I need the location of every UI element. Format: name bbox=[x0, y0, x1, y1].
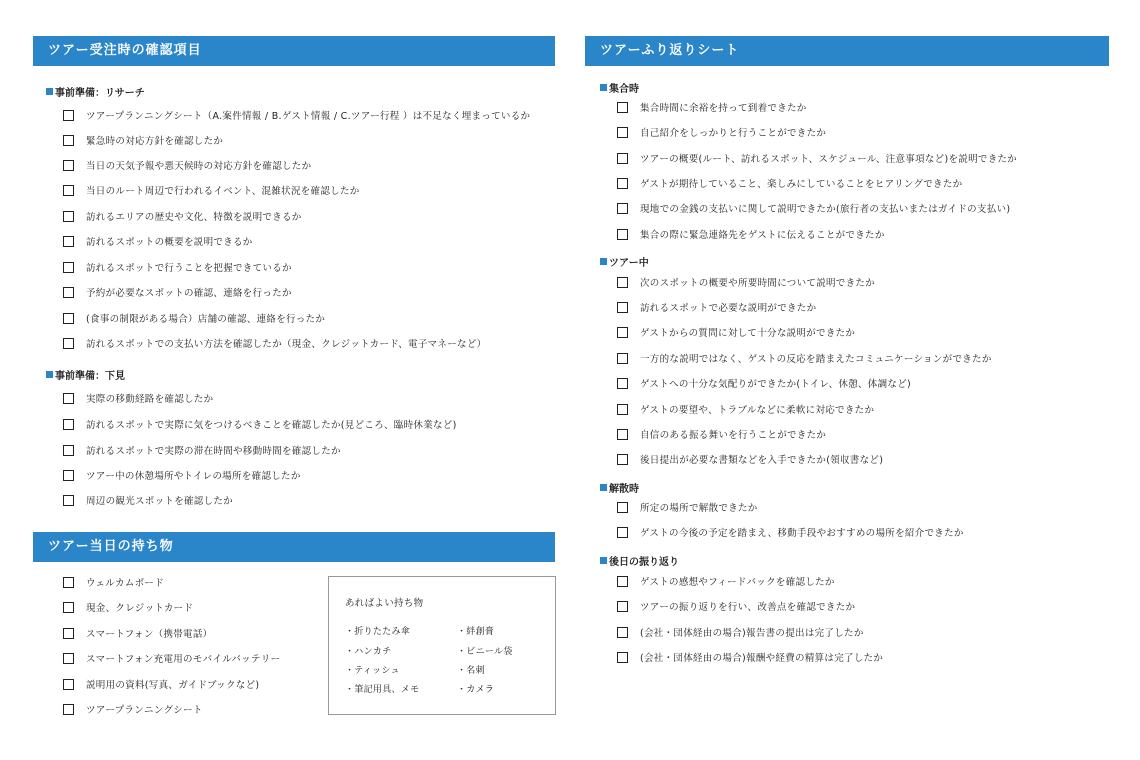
checkbox[interactable] bbox=[63, 495, 74, 506]
checkbox[interactable] bbox=[63, 110, 74, 121]
checklist-item[interactable] bbox=[617, 402, 874, 416]
section-title-followup bbox=[600, 554, 679, 566]
checklist-item-label: 説明用の資料(写真、ガイドブックなど) bbox=[86, 680, 260, 691]
section-title-label: ツアー中 bbox=[609, 257, 649, 269]
checklist-item[interactable] bbox=[63, 260, 292, 274]
checklist-item[interactable] bbox=[63, 336, 486, 350]
checkbox[interactable] bbox=[617, 378, 628, 389]
checklist-item-label: ツアープランニングシート（A.案件情報 / B.ゲスト情報 / C.ツアー行程 ）は不足なく埋まっているか bbox=[86, 111, 531, 122]
checklist-item-label: ウェルカムボード bbox=[86, 578, 165, 589]
section-marker-icon bbox=[46, 371, 53, 378]
section-title-label: 集合時 bbox=[609, 83, 639, 95]
checklist-item[interactable] bbox=[617, 100, 807, 114]
checklist-item[interactable] bbox=[617, 275, 875, 289]
checklist-item[interactable] bbox=[617, 151, 1017, 165]
checklist-item[interactable] bbox=[617, 574, 835, 588]
checklist-item[interactable] bbox=[63, 234, 253, 248]
checkbox[interactable] bbox=[617, 353, 628, 364]
checklist-item[interactable] bbox=[617, 300, 816, 314]
checkbox[interactable] bbox=[617, 454, 628, 465]
checkbox[interactable] bbox=[617, 429, 628, 440]
checkbox[interactable] bbox=[617, 601, 628, 612]
checklist-item[interactable] bbox=[617, 227, 885, 241]
checkbox[interactable] bbox=[617, 178, 628, 189]
checklist-item[interactable] bbox=[617, 376, 911, 390]
optional-item: ・ティッシュ bbox=[345, 666, 400, 676]
checkbox[interactable] bbox=[63, 160, 74, 171]
checkbox[interactable] bbox=[617, 302, 628, 313]
checklist-item-label: 現金、クレジットカード bbox=[86, 603, 194, 614]
right-panel-header: ツアーふり返りシート bbox=[585, 36, 1109, 66]
checkbox[interactable] bbox=[63, 419, 74, 430]
checklist-item-label: 訪れるスポットで必要な説明ができたか bbox=[640, 303, 817, 314]
checklist-item-label: 当日のルート周辺で行われるイベント、混雑状況を確認したか bbox=[86, 186, 360, 197]
checkbox[interactable] bbox=[617, 127, 628, 138]
checkbox[interactable] bbox=[63, 470, 74, 481]
checkbox[interactable] bbox=[617, 102, 628, 113]
optional-item: ・名刺 bbox=[457, 666, 485, 676]
belongings-item[interactable] bbox=[63, 702, 203, 716]
checkbox[interactable] bbox=[63, 313, 74, 324]
checkbox[interactable] bbox=[63, 262, 74, 273]
checkbox[interactable] bbox=[63, 602, 74, 613]
checklist-item[interactable] bbox=[617, 500, 758, 514]
section-title-gathering bbox=[600, 81, 639, 93]
checklist-item-label: 訪れるスポットで実際に気をつけるべきことを確認したか(見どころ、臨時休業など) bbox=[86, 420, 457, 431]
checklist-item-label: 自信のある振る舞いを行うことができたか bbox=[640, 430, 827, 441]
checkbox[interactable] bbox=[617, 502, 628, 513]
checklist-item-label: 当日の天気予報や悪天候時の対応方針を確認したか bbox=[86, 161, 312, 172]
checklist-item-label: ゲストからの質問に対して十分な説明ができたか bbox=[640, 328, 856, 339]
checklist-item-label: 自己紹介をしっかりと行うことができたか bbox=[640, 128, 827, 139]
checklist-item[interactable] bbox=[63, 493, 233, 507]
checkbox[interactable] bbox=[63, 185, 74, 196]
checklist-item-label: 一方的な説明ではなく、ゲストの反応を踏まえたコミュニケーションができたか bbox=[640, 354, 992, 365]
checklist-item[interactable] bbox=[617, 325, 855, 339]
checkbox[interactable] bbox=[63, 445, 74, 456]
checkbox[interactable] bbox=[63, 135, 74, 146]
checklist-item-label: ツアープランニングシート bbox=[86, 705, 203, 716]
checklist-item-label: ツアー中の休憩場所やトイレの場所を確認したか bbox=[86, 471, 301, 482]
checkbox[interactable] bbox=[617, 576, 628, 587]
checklist-item[interactable] bbox=[63, 108, 530, 122]
checklist-item-label: 所定の場所で解散できたか bbox=[640, 503, 758, 514]
checklist-item[interactable] bbox=[63, 391, 213, 405]
checklist-item[interactable] bbox=[63, 443, 341, 457]
checklist-item-label: (食事の制限がある場合）店舗の確認、連絡を行ったか bbox=[86, 314, 326, 325]
checkbox[interactable] bbox=[617, 627, 628, 638]
checklist-item[interactable] bbox=[617, 201, 1010, 215]
checklist-item-label: 現地での金銭の支払いに関して説明できたか(旅行者の支払いまたはガイドの支払い) bbox=[640, 204, 1011, 215]
checklist-item[interactable] bbox=[63, 133, 223, 147]
optional-item: ・折りたたみ傘 bbox=[345, 627, 411, 637]
optional-items-title: あればよい持ち物 bbox=[345, 598, 424, 609]
checklist-item-label: ゲストの感想やフィードバックを確認したか bbox=[640, 577, 835, 588]
checklist-item-label: ゲストの今後の予定を踏まえ、移動手段やおすすめの場所を紹介できたか bbox=[640, 528, 964, 539]
checklist-item-label: 訪れるスポットで実際の滞在時間や移動時間を確認したか bbox=[86, 446, 341, 457]
checkbox[interactable] bbox=[617, 203, 628, 214]
checklist-item[interactable] bbox=[617, 525, 964, 539]
checklist-item-label: ゲストへの十分な気配りができたか(トイレ、休憩、体調など) bbox=[640, 379, 911, 390]
checklist-item-label: ゲストが期待していること、楽しみにしていることをヒアリングできたか bbox=[640, 179, 963, 190]
belongings-item[interactable] bbox=[63, 677, 259, 691]
checkbox[interactable] bbox=[63, 287, 74, 298]
checklist-item-label: ツアーの振り返りを行い、改善点を確認できたか bbox=[640, 602, 856, 613]
belongings-item[interactable] bbox=[63, 626, 212, 640]
section-title-label: 事前準備：リサーチ bbox=[55, 87, 145, 99]
optional-items-box bbox=[328, 576, 556, 715]
checkbox[interactable] bbox=[63, 236, 74, 247]
checklist-item-label: 訪れるエリアの歴史や文化、特徴を説明できるか bbox=[86, 212, 302, 223]
optional-item: ・ハンカチ bbox=[345, 647, 392, 657]
checklist-item[interactable] bbox=[63, 311, 325, 325]
left-panel-header: ツアー受注時の確認項目 bbox=[33, 36, 555, 66]
section-title-dismissal bbox=[600, 481, 639, 493]
checklist-item[interactable] bbox=[617, 452, 883, 466]
checkbox[interactable] bbox=[63, 628, 74, 639]
checklist-item-label: (会社・団体経由の場合)報酬や経費の精算は完了したか bbox=[640, 653, 884, 664]
checklist-item[interactable] bbox=[617, 599, 855, 613]
section-title-preview bbox=[46, 368, 125, 380]
checkbox[interactable] bbox=[63, 338, 74, 349]
section-title-research bbox=[46, 85, 145, 97]
checklist-item[interactable] bbox=[63, 417, 457, 431]
checkbox[interactable] bbox=[63, 704, 74, 715]
checklist-item-label: 訪れるスポットの概要を説明できるか bbox=[86, 237, 253, 248]
optional-item: ・ビニール袋 bbox=[457, 647, 513, 657]
checklist-item-label: ゲストの要望や、トラブルなどに柔軟に対応できたか bbox=[640, 405, 875, 416]
checklist-item-label: 訪れるスポットでの支払い方法を確認したか（現金、クレジットカード、電子マネーなど） bbox=[86, 339, 487, 350]
section-title-label: 解散時 bbox=[609, 483, 639, 495]
checklist-item-label: 集合の際に緊急連絡先をゲストに伝えることができたか bbox=[640, 230, 885, 241]
checkbox[interactable] bbox=[63, 393, 74, 404]
checkbox[interactable] bbox=[617, 327, 628, 338]
optional-item: ・カメラ bbox=[457, 685, 495, 695]
section-title-label: 事前準備：下見 bbox=[55, 370, 125, 382]
checklist-item-label: スマートフォン充電用のモバイルバッテリー bbox=[86, 654, 281, 665]
checklist-item-label: (会社・団体経由の場合)報告書の提出は完了したか bbox=[640, 628, 864, 639]
checklist-item-label: 後日提出が必要な書類などを入手できたか(領収書など) bbox=[640, 455, 884, 466]
checklist-item[interactable] bbox=[63, 183, 360, 197]
checklist-item[interactable] bbox=[617, 625, 864, 639]
optional-item: ・絆創膏 bbox=[457, 627, 495, 637]
checklist-item[interactable] bbox=[617, 650, 883, 664]
section-marker-icon bbox=[600, 484, 607, 491]
checkbox[interactable] bbox=[617, 229, 628, 240]
checklist-item-label: 実際の移動経路を確認したか bbox=[86, 394, 214, 405]
section-marker-icon bbox=[600, 258, 607, 265]
checkbox[interactable] bbox=[63, 679, 74, 690]
checklist-item[interactable] bbox=[617, 427, 826, 441]
checklist-item[interactable] bbox=[617, 125, 826, 139]
optional-item: ・筆記用具、メモ bbox=[345, 685, 420, 695]
checkbox[interactable] bbox=[617, 652, 628, 663]
checklist-item[interactable] bbox=[617, 176, 962, 190]
checklist-item[interactable] bbox=[63, 209, 302, 223]
checklist-item-label: 周辺の観光スポットを確認したか bbox=[86, 496, 234, 507]
checkbox[interactable] bbox=[617, 404, 628, 415]
belongings-header: ツアー当日の持ち物 bbox=[33, 532, 555, 562]
belongings-item[interactable] bbox=[63, 575, 164, 589]
checklist-item-label: 訪れるスポットで行うことを把握できているか bbox=[86, 263, 292, 274]
checklist-item[interactable] bbox=[63, 285, 292, 299]
checkbox[interactable] bbox=[63, 577, 74, 588]
checkbox[interactable] bbox=[617, 527, 628, 538]
section-marker-icon bbox=[600, 557, 607, 564]
checklist-item[interactable] bbox=[617, 351, 992, 365]
checklist-item-label: 集合時間に余裕を持って到着できたか bbox=[640, 103, 807, 114]
section-title-during-tour bbox=[600, 255, 649, 267]
section-marker-icon bbox=[46, 88, 53, 95]
checklist-item-label: スマートフォン（携帯電話） bbox=[86, 629, 213, 640]
checklist-item[interactable] bbox=[63, 158, 311, 172]
belongings-item[interactable] bbox=[63, 600, 193, 614]
section-title-label: 後日の振り返り bbox=[609, 556, 679, 568]
checkbox[interactable] bbox=[617, 277, 628, 288]
checkbox[interactable] bbox=[63, 211, 74, 222]
belongings-item[interactable] bbox=[63, 651, 280, 665]
section-marker-icon bbox=[600, 84, 607, 91]
checklist-item[interactable] bbox=[63, 468, 301, 482]
checklist-item-label: 予約が必要なスポットの確認、連絡を行ったか bbox=[86, 288, 292, 299]
checkbox[interactable] bbox=[63, 653, 74, 664]
checkbox[interactable] bbox=[617, 153, 628, 164]
checklist-item-label: 次のスポットの概要や所要時間について説明できたか bbox=[640, 278, 876, 289]
checklist-item-label: ツアーの概要(ルート、訪れるスポット、スケジュール、注意事項など)を説明できたか bbox=[640, 154, 1018, 165]
checklist-item-label: 緊急時の対応方針を確認したか bbox=[86, 136, 224, 147]
